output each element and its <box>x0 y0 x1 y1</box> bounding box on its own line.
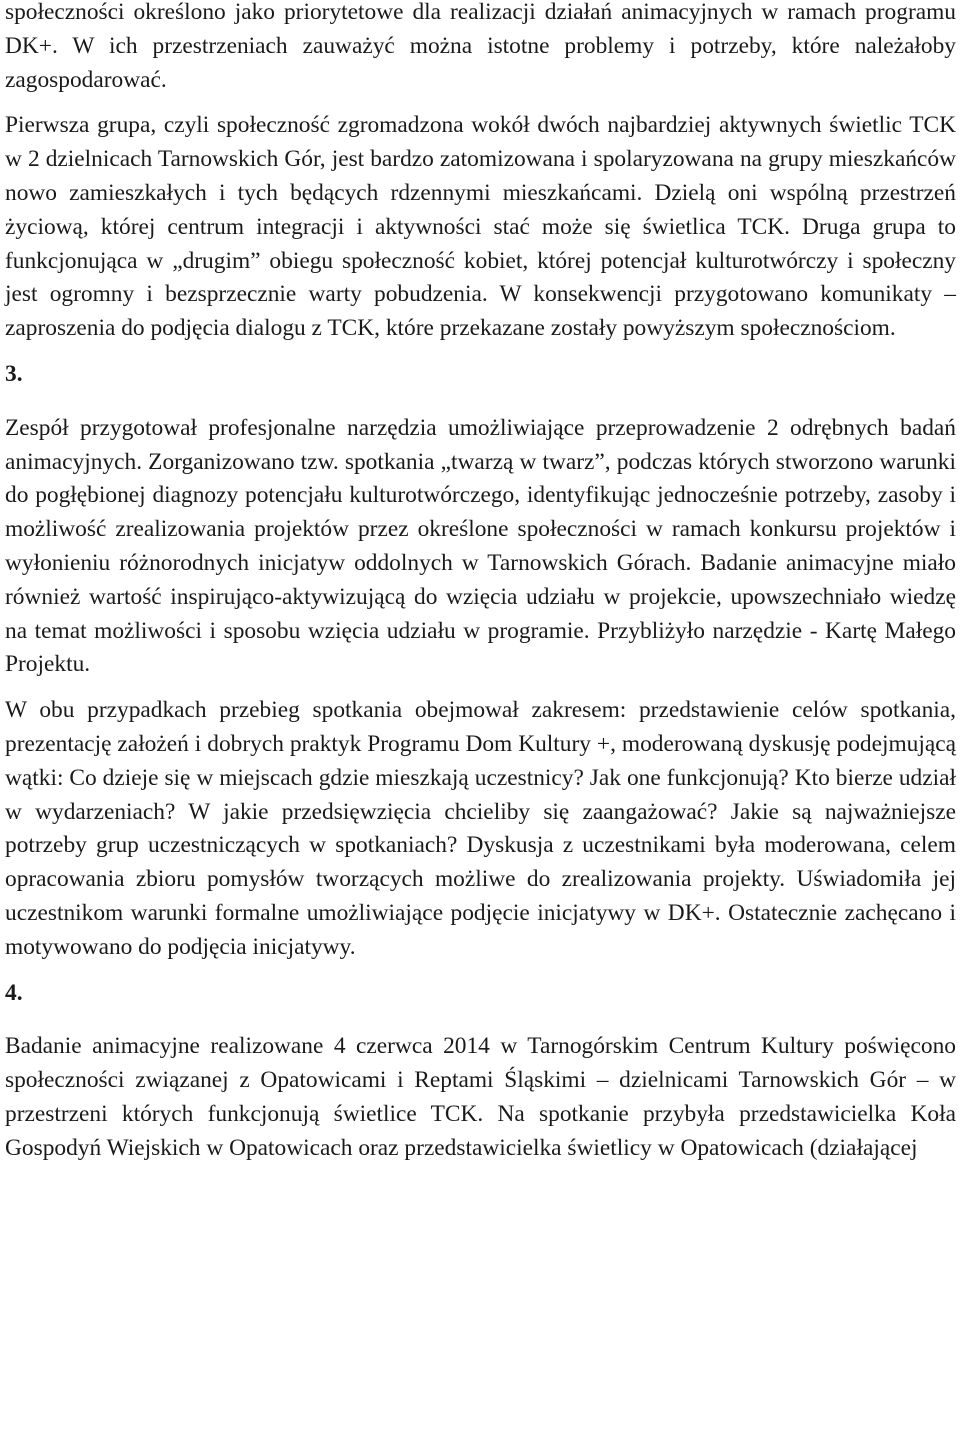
document-page <box>5 0 956 1166</box>
paragraph-team: Zespół przygotował profesjonalne narzędzia umożliwiające przeprowadzenie 2 odrębnych badań animacyjnych. Zorganizowano tzw. spotkania „twarzą w twarz”, podczas których stworzono warunki do pogłębionej diagnozy potencjału kulturotwórczego, identyfikując jednocześnie potrzeby, zasoby i możliwość zrealizowania projektów przez określone społeczności w ramach konkursu projektów i wyłonieniu różnorodnych inicjatyw oddolnych w Tarnowskich Górach. Badanie animacyjne miało również wartość inspirująco-aktywizującą do wzięcia udziału w projekcie, upowszechniało wiedzę na temat możliwości i sposobu wzięcia udziału w programie. Przybliżyło narzędzie - Kartę Małego Projektu. <box>5 414 956 678</box>
paragraph-groups: Pierwsza grupa, czyli społeczność zgromadzona wokół dwóch najbardziej aktywnych świetlic TCK w 2 dzielnicach Tarnowskich Gór, jest bardzo zatomizowana i spolaryzowana na grupy mieszkańców nowo zamieszkałych i tych będących rdzennymi mieszkańcami. Dzielą oni wspólną przestrzeń życiową, której centrum integracji i aktywności stać może się świetlica TCK. Druga grupa to funkcjonująca w „drugim” obiegu społeczność kobiet, której potencjał kulturotwórczy i społeczny jest ogromny i bezsprzecznie warty pobudzenia. W konsekwencji przygotowano komunikaty – zaproszenia do podjęcia dialogu z TCK, które przekazane zostały powyższym społecznościom. <box>5 112 956 342</box>
paragraph-meetings: W obu przypadkach przebieg spotkania obejmował zakresem: przedstawienie celów spotkania, prezentację założeń i dobrych praktyk Programu Dom Kultury +, moderowaną dyskusję podejmującą wątki: Co dzieje się w miejscach gdzie mieszkają uczestnicy? Jak one funkcjonują? Kto bierze udział w wydarzeniach? W jakie przedsięwzięcia chcieliby się zaangażować? Jakie są najważniejsze potrzeby grup uczestniczących w spotkaniach? Dyskusja z uczestnikami była moderowana, celem opracowania zbioru pomysłów tworzących możliwe do zrealizowania projekty. Uświadomiła jej uczestnikom warunki formalne umożliwiające podjęcie inicjatywy w DK+. Ostatecznie zachęcano i motywowano do podjęcia inicjatywy. <box>5 697 956 960</box>
section-heading-4: 4. <box>5 979 23 1006</box>
paragraph-intro: społeczności określono jako priorytetowe dla realizacji działań animacyjnych w ramach programu DK+. W ich przestrzeniach zauważyć można istotne problemy i potrzeby, które należałoby zagospodarować. <box>5 0 956 93</box>
paragraph-research: Badanie animacyjne realizowane 4 czerwca 2014 w Tarnogórskim Centrum Kultury poświęcono społeczności związanej z Opatowicami i Reptami Śląskimi – dzielnicami Tarnowskich Gór – w przestrzeni których funkcjonują świetlice TCK. Na spotkanie przybyła przedstawicielka Koła Gospodyń Wiejskich w Opatowicach oraz przedstawicielka świetlicy w Opatowicach (działającej <box>5 1033 956 1161</box>
section-heading-3: 3. <box>5 360 23 387</box>
